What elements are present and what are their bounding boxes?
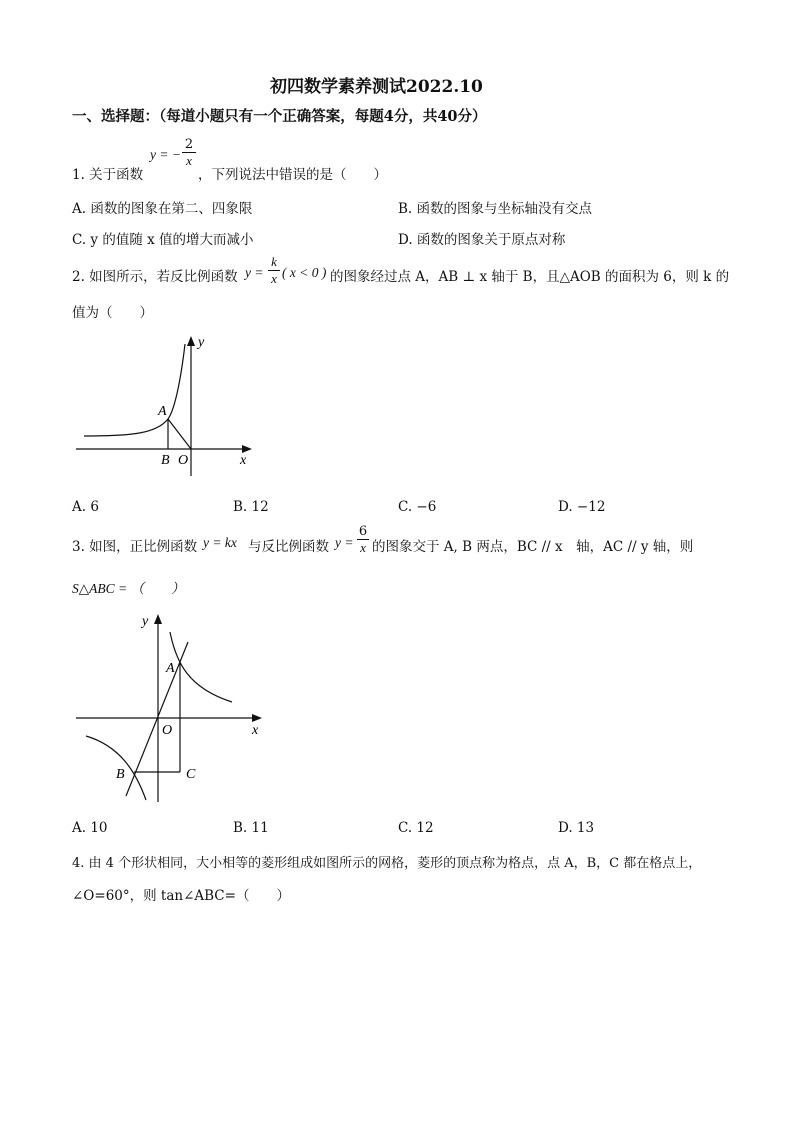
q3-option-a: A. 10 <box>72 820 108 836</box>
q3-option-c: C. 12 <box>398 820 434 836</box>
q3-option-d: D. 13 <box>558 820 595 836</box>
q3-area-expression: S△ABC = （ ） <box>72 581 185 596</box>
q3-mid-text: 与反比例函数 <box>248 539 329 555</box>
q2-line2: 值为（ ） <box>72 305 153 321</box>
q2-x-axis-arrow <box>242 445 252 453</box>
q3-fraction <box>357 524 369 556</box>
q3-label-y: y <box>142 614 149 629</box>
q3-figure <box>72 610 272 810</box>
q3-label-c: C <box>186 767 196 782</box>
q2-y-axis-arrow <box>187 336 195 346</box>
q3-function-lhs: y = <box>335 535 354 550</box>
q2-option-d: D. −12 <box>558 499 606 515</box>
q1-option-d: D. 函数的图象关于原点对称 <box>398 232 566 248</box>
q3-label-a: A <box>166 661 175 676</box>
q2-label-a: A <box>158 404 167 419</box>
q1-prefix: 1. 关于函数 <box>72 167 144 183</box>
q1-option-b: B. 函数的图象与坐标轴没有交点 <box>398 201 593 217</box>
q2-frac-numerator: k <box>271 254 277 269</box>
q1-frac-denominator: x <box>182 152 196 169</box>
q3-label-b: B <box>116 767 125 782</box>
q2-option-b: B. 12 <box>233 499 269 515</box>
q2-label-b: B <box>161 453 170 468</box>
q3-frac-denominator: x <box>357 539 369 556</box>
q3-prefix: 3. 如图，正比例函数 <box>72 539 198 555</box>
q2-domain-condition: ( x < 0 ) <box>282 265 327 280</box>
q3-x-axis-arrow <box>252 714 262 722</box>
q4-line1: 4. 由 4 个形状相同，大小相等的菱形组成如图所示的网格，菱形的顶点称为格点，点 A，B，C 都在格点上， <box>72 856 702 871</box>
q2-figure <box>70 330 270 480</box>
q3-label-x: x <box>252 723 259 738</box>
q2-label-o: O <box>178 453 189 468</box>
q2-prefix: 2. 如图所示，若反比例函数 <box>72 269 238 285</box>
q1-option-c: C. y 的值随 x 值的增大而减小 <box>72 232 254 248</box>
q2-fraction <box>268 254 280 287</box>
q2-option-a: A. 6 <box>72 499 99 515</box>
q3-frac-numerator: 6 <box>358 524 368 539</box>
q1-suffix: ，下列说法中错误的是（ ） <box>198 167 387 183</box>
q1-frac-numerator: 2 <box>184 137 194 152</box>
section-heading: 一、选择题：（每道小题只有一个正确答案，每题4分，共40分） <box>72 108 487 125</box>
q3-suffix: 的图象交于 A, B 两点，BC // x 轴，AC // y 轴，则 <box>372 539 694 555</box>
q3-line-kx <box>126 642 188 796</box>
q2-label-y: y <box>198 335 205 350</box>
q2-label-x: x <box>240 453 247 468</box>
q3-option-b: B. 11 <box>233 820 269 836</box>
q2-function-lhs: y = <box>245 265 264 280</box>
q2-option-c: C. −6 <box>398 499 437 515</box>
q1-function-lhs: y = − <box>150 147 181 162</box>
q1-fraction <box>182 137 196 169</box>
page-title: 初四数学素养测试2022.10 <box>270 77 483 97</box>
q4-line2: ∠O=60°，则 tan∠ABC=（ ） <box>72 888 290 904</box>
q2-suffix: 的图象经过点 A，AB ⊥ x 轴于 B，且△AOB 的面积为 6，则 k 的 <box>330 269 730 285</box>
q1-option-a: A. 函数的图象在第二、四象限 <box>72 201 253 217</box>
q2-frac-denominator: x <box>268 270 280 287</box>
q2-segment-ao <box>168 419 191 449</box>
q3-label-o: O <box>162 723 173 738</box>
q3-y-axis-arrow <box>154 614 162 624</box>
q3-linear-function: y = kx <box>203 535 237 550</box>
q3-hyperbola-upper <box>170 632 232 702</box>
